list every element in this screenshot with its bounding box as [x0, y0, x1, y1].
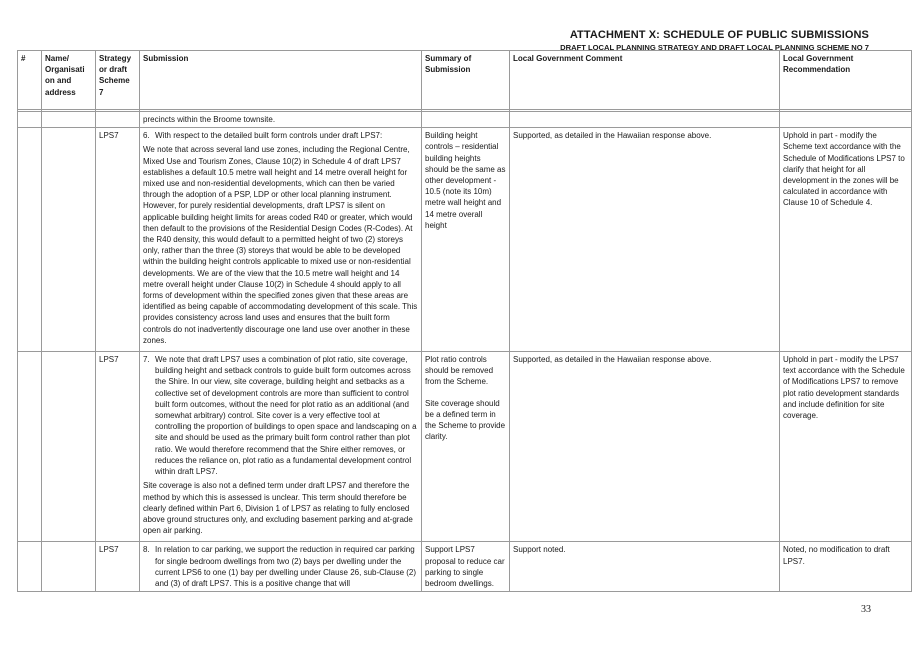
- strategy-cell: LPS7: [96, 128, 140, 352]
- summary-paragraph: Plot ratio controls should be removed from the Scheme.: [425, 355, 494, 387]
- item-number: 8.: [143, 545, 150, 555]
- document-subtitle: DRAFT LOCAL PLANNING STRATEGY AND DRAFT LOCAL PLANNING SCHEME NO 7: [560, 43, 869, 52]
- submission-cell: [140, 128, 422, 352]
- col-header-comment: Local Government Comment: [510, 51, 780, 110]
- table-row: [18, 128, 912, 352]
- table-header-row: [18, 51, 912, 110]
- col-header-number: #: [18, 51, 42, 110]
- document-title: ATTACHMENT X: SCHEDULE OF PUBLIC SUBMISSIONS: [569, 29, 869, 41]
- col-header-name: Name/ Organisati on and address: [42, 51, 96, 110]
- recommendation-cell: Uphold in part - modify the LPS7 text accordance with the Schedule of Modifications LPS7 to remove plot ratio development standards and include definition for site coverage.: [780, 352, 912, 542]
- recommendation-cell: Uphold in part - modify the Scheme text accordance with the Schedule of Modifications LPS7 to clarify that height for all development in the zones will be calculated in accordance with Clause 10 of Schedule 4.: [780, 128, 912, 352]
- continuation-text: precincts within the Broome townsite.: [140, 112, 422, 128]
- table-row: [18, 542, 912, 592]
- summary-cell: [422, 128, 510, 352]
- page-number: 33: [861, 604, 871, 615]
- summary-paragraph: Building height controls – residential building heights should be the same as other development - 10.5 (note its 10m) metre wall height and 14 metre overall height: [425, 131, 506, 230]
- submission-paragraph: We note that across several land use zones, including the Regional Centre, Mixed Use and Tourism Zones, Clause 10(2) in Schedule 4 of draft LPS7 establishes a default 10.5 metre wall height and 14 metre overall height for mixed use and non-residential developments, which can then be varied through the adoption of a PSP, LDP or other local planning instrument. However, for purely residential developments, draft LPS7 is silent on applicable building height limits for areas coded R40 or greater, which would then default to the provisions of the Residential Design Codes (R-Codes). At the R40 density, this would default to a permitted height of two (2) storeys only, rather than the three (3) storeys that would be able to be developed within the building height controls applicable to mixed use or non-residential developments. We are of the view that the 10.5 metre wall height and 14 metre overall height under Clause 10(2) in Schedule 4 should apply to all forms of development within the specified zones given that these areas are identified as being capable of accommodating development of this scale. This provides consistency across land uses and ensures that the built form controls do not inadvertently discourage one land use over another in these zones.: [143, 145, 418, 345]
- summary-cell: [422, 352, 510, 542]
- table-row: [18, 352, 912, 542]
- summary-cell: [422, 542, 510, 592]
- item-number: 7.: [143, 355, 150, 365]
- item-text: We note that draft LPS7 uses a combination of plot ratio, site coverage, building height and setback controls to guide built form outcomes across the Shire. In our view, site coverage, building height and setbacks as a collective set of development controls are more than sufficient to control built form outcomes, without the need for plot ratio as an additional (and somewhat arbitrary) control. Site cover is a very effective tool at controlling the proportion of buildings to open space and landscaping on a site and should be used as the primary built form control rather than plot ratio. We would therefore recommend that the Shire either removes, or reduces the reliance on, plot ratio as a fundamental development control within draft LPS7.: [155, 355, 417, 477]
- recommendation-cell: Noted, no modification to draft LPS7.: [780, 542, 912, 592]
- col-header-submission: Submission: [140, 51, 422, 110]
- col-header-strategy: Strategy or draft Scheme 7: [96, 51, 140, 110]
- item-number: 6.: [143, 131, 150, 141]
- summary-paragraph: Site coverage should be a defined term in the Scheme to provide clarity.: [425, 398, 506, 442]
- submissions-table: [17, 50, 912, 592]
- summary-paragraph: Support LPS7 proposal to reduce car parking to single bedroom dwellings.: [425, 545, 505, 588]
- col-header-summary: Summary of Submission: [422, 51, 510, 110]
- item-text: With respect to the detailed built form controls under draft LPS7:: [155, 131, 383, 141]
- submission-cell: [140, 542, 422, 592]
- table-row-continuation: [18, 112, 912, 128]
- col-header-recommendation: Local Government Recommendation: [780, 51, 912, 110]
- submission-paragraph: Site coverage is also not a defined term under draft LPS7 and therefore the method by which this is assessed is unclear. This term should therefore be clearly defined within Part 6, Division 1 of LPS7 as relating to fully enclosed above ground structures only, and excluding basement parking and at-grade open air parking.: [143, 481, 413, 536]
- comment-cell: Supported, as detailed in the Hawaiian response above.: [510, 128, 780, 352]
- comment-cell: Support noted.: [510, 542, 780, 592]
- submission-cell: [140, 352, 422, 542]
- strategy-cell: LPS7: [96, 542, 140, 592]
- strategy-cell: LPS7: [96, 352, 140, 542]
- item-text: In relation to car parking, we support the reduction in required car parking for single bedroom dwellings from two (2) bays per dwelling under the current LPS6 to one (1) bay per dwelling under Clause 26, sub-Clause (2) and (3) of draft LPS7. This is a positive change that will: [155, 545, 417, 588]
- comment-cell: Supported, as detailed in the Hawaiian response above.: [510, 352, 780, 542]
